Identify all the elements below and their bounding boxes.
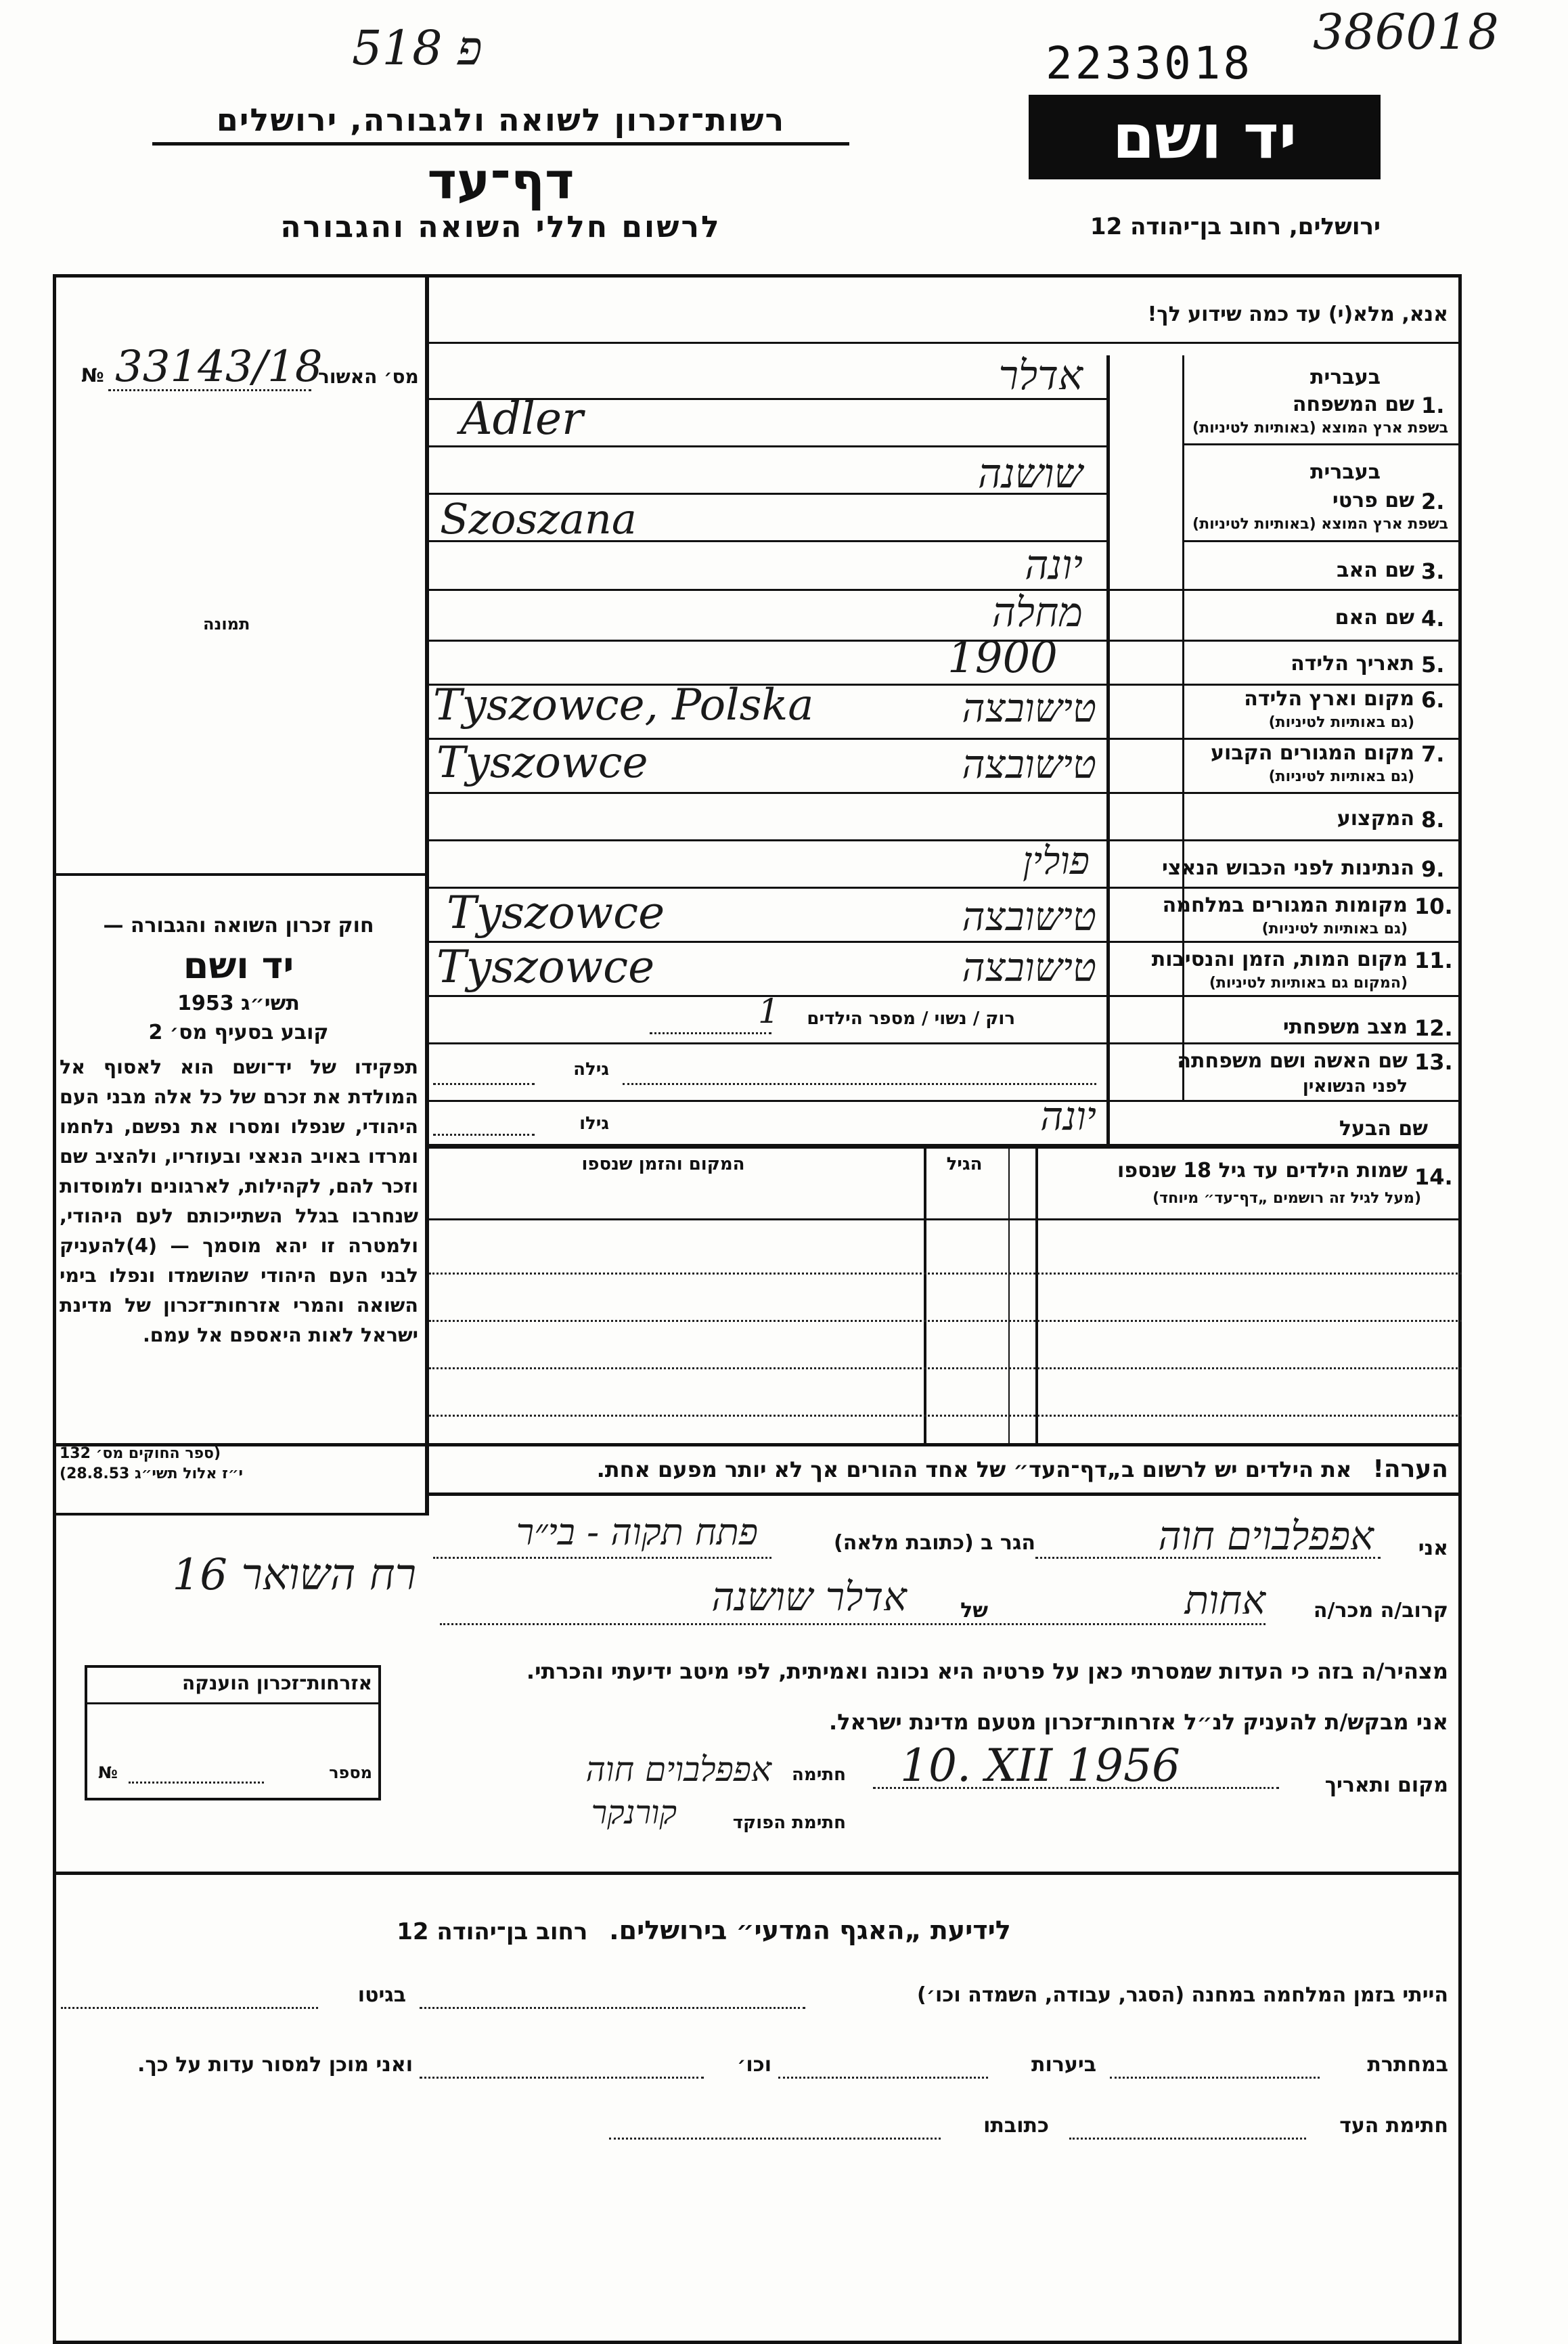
citizenship-title-line (85, 1702, 381, 1704)
field-1-num: 1. (1421, 393, 1445, 418)
children-row (429, 1415, 1462, 1417)
footer-line2-d: ואני מוכן למסור עדות על כך. (137, 2053, 413, 2077)
footer-line1-field2 (61, 2007, 318, 2009)
row-line (429, 1042, 1462, 1044)
field-11-num: 11. (1414, 948, 1453, 973)
handwritten-number: 386018 (1313, 3, 1499, 60)
form-title: דף־עד (427, 152, 575, 211)
law-ref-2: י״ז אלול תשי״ג 28.8.53) (60, 1465, 244, 1482)
field-9-label: הנתינות לפני הכבוש הנאצי (1162, 856, 1414, 880)
husband-age-label: גילו (579, 1113, 609, 1134)
relation-of-name: אדלר שושנה (711, 1574, 907, 1620)
field-13-age-line (433, 1083, 535, 1085)
law-heading: חוק זכרון השואה והגבורה — (103, 914, 374, 937)
field-7-lat: Tyszowce (436, 738, 648, 788)
photo-bottom (53, 873, 429, 876)
husband-age-line (433, 1134, 535, 1136)
field-12-mark: 1 (758, 992, 780, 1031)
footer-line2-field2 (778, 2077, 988, 2079)
row-line (1184, 540, 1462, 542)
request-text: אני מבקש/ת להעניק לנ״ל אזרחות־זכרון מטעם מדינת ישראל. (829, 1709, 1448, 1735)
field-3-num: 3. (1421, 558, 1445, 584)
footer-line3-a: חתימת העד (1339, 2114, 1448, 2138)
footer-top (53, 1872, 1462, 1875)
citizenship-number-label: מספר (329, 1763, 372, 1782)
relation-line (440, 1623, 1265, 1625)
photo-label: תמונה (203, 615, 250, 634)
declarant-resides: הגר ב (כתובת מלאה) (833, 1531, 1035, 1555)
relation-of: של (960, 1599, 988, 1622)
law-name: יד ושם (183, 944, 294, 987)
field-2-sub2: בשפת ארץ המוצא (באותיות לטיניות) (1192, 516, 1448, 533)
place-date-value: 10. XII 1956 (900, 1740, 1181, 1792)
field-11-lat: Tyszowce (436, 941, 655, 993)
approval-line (108, 389, 311, 391)
field-2-label: שם פרטי (1332, 489, 1414, 512)
field-12-num: 12. (1414, 1015, 1453, 1041)
note-bold: הערה! (1372, 1455, 1448, 1483)
right-column-divider (1106, 355, 1110, 1144)
row-line (429, 792, 1462, 794)
field-11-heb: טישובצה (962, 944, 1096, 990)
field-10-label: מקומות המגורים במלחמה (1162, 893, 1408, 917)
footer-line2-c: וכו׳ (737, 2053, 771, 2077)
field-10-num: 10. (1414, 893, 1453, 919)
field-7-sub: (גם באותיות לטיניות) (1268, 768, 1414, 785)
field-4-num: 4. (1421, 606, 1445, 632)
field-13-label: שם האשה ושם משפחתה (1177, 1049, 1408, 1073)
left-column-divider (425, 274, 429, 1513)
law-year: תשי״ג 1953 (177, 992, 300, 1015)
note-text: את הילדים יש לרשום ב„דף־העד״ של אחד ההורים אך לא יותר מפעם אחת. (596, 1457, 1352, 1482)
field-11-sub: (המקום גם באותיות לטיניות) (1209, 975, 1408, 992)
instruction: אנא, מלא(י) עד כמה שידוע לך! (1147, 303, 1448, 326)
field-10-heb: טישובצה (962, 893, 1096, 939)
footer-line1-field (420, 2007, 805, 2009)
row-line (1184, 443, 1462, 445)
field-7-heb: טישובצה (962, 741, 1096, 787)
field-13-sub: לפני הנשואין (1302, 1076, 1408, 1097)
footer-line2-a: במחתרת (1367, 2053, 1448, 2077)
field-1-lat: Adler (460, 393, 583, 445)
field-7-num: 7. (1421, 741, 1445, 767)
place-date-label: מקום ותאריך (1324, 1773, 1448, 1797)
field-13-age-label: גילה (573, 1059, 609, 1080)
field-9-value: פולין (1023, 839, 1090, 883)
field-5-label: תאריך הלידה (1291, 652, 1414, 676)
footer-line3-field (1069, 2138, 1306, 2140)
field-10-lat: Tyszowce (447, 887, 665, 939)
children-row (429, 1218, 1462, 1220)
footer-line2-field (1110, 2077, 1320, 2079)
footer-address: רחוב בן־יהודה 12 (397, 1918, 588, 1945)
field-6-lat: Tyszowce, Polska (433, 680, 814, 730)
field-5-num: 5. (1421, 652, 1445, 678)
row-line (429, 640, 1462, 642)
husband-value: יונה (1040, 1093, 1096, 1139)
citizenship-number-line (129, 1782, 264, 1784)
signature-label: חתימה (792, 1765, 846, 1785)
field-6-label: מקום וארץ הלידה (1244, 687, 1414, 711)
field-1-label: שם המשפחה (1292, 393, 1414, 416)
citizenship-no-sign: № (98, 1763, 118, 1782)
yad-vashem-logo: יד ושם (1029, 95, 1381, 179)
children-col-line (924, 1145, 926, 1443)
husband-label: שם הבעל (1339, 1117, 1428, 1141)
place-date-line (873, 1787, 1279, 1789)
footer-line2-field3 (420, 2077, 704, 2079)
field-8-label: המקצוע (1337, 807, 1414, 831)
declarant-name: אפפלבוים חוה (1158, 1513, 1374, 1559)
field-2-sub: בעברית (1310, 460, 1381, 484)
footer-title-row (203, 1916, 1205, 1945)
children-top (429, 1145, 1462, 1149)
authority-underline (152, 142, 849, 146)
declare-text: מצהיר/ה בזה כי העדות שמסרתי כאן על פרטיה היא נכונה ואמיתית, לפי מיטב ידיעתי והכרתי. (526, 1658, 1448, 1684)
note (440, 1455, 1448, 1483)
row-line (429, 445, 1106, 447)
field-9-num: 9. (1421, 856, 1445, 882)
field-6-heb: טישובצה (962, 685, 1096, 731)
signature-value: אפפלבוים חוה (585, 1750, 771, 1789)
children-col-place: המקום והזמן שנספו (581, 1154, 745, 1174)
field-12-value: רוק / נשוי / מספר הילדים (807, 1009, 1015, 1029)
law-text: תפקידו של יד־ושם הוא לאסוף אל המולדת את זכרם של כל אלה מבני העם היהודי, שנפלו ומסרו את נפשם, נלחמו ומרדו באויב הנאצי ובעוזריו, ולהציב שם וזכר להם, לקהילות, לארגונים ולמוסדות שנחרבו בגלל השתייכותם לעם היהודי, ולמטרה זו יהא מוסמך — (4)להעניק לבני העם היהודי שהושמדו ונפלו בימי השואה והמרי אזרחות־זכרון של מדינת ישראל לאות היאספם אל עמם. (60, 1056, 418, 1346)
children-sub: (מעל לגיל זה רושמים „דף־עד״ מיוחד) (1152, 1190, 1421, 1207)
field-12-line (650, 1032, 771, 1034)
field-10-sub: (גם באותיות לטיניות) (1261, 921, 1408, 937)
children-row (429, 1367, 1462, 1369)
field-2-num: 2. (1421, 489, 1445, 514)
field-4-value: מחלה (991, 589, 1083, 636)
field-6-sub: (גם באותיות לטיניות) (1268, 714, 1414, 731)
field-6-num: 6. (1421, 687, 1445, 713)
officer-signature: קורנקר (591, 1794, 677, 1832)
top-stamp: פ 518 (352, 20, 483, 76)
footer-line3-b: כתובתו (983, 2114, 1049, 2138)
law-ref-1: (ספר החוקים מס׳ 132 (60, 1445, 221, 1462)
field-12-label: מצב משפחתי (1282, 1015, 1408, 1039)
children-col-line (1008, 1145, 1010, 1443)
row-line (429, 995, 1462, 997)
field-13-num: 13. (1414, 1049, 1453, 1075)
officer-label: חתימת הפוקד (732, 1813, 846, 1833)
field-7-label: מקום המגורים הקבוע (1211, 741, 1414, 765)
approval-value: 33143/18 (115, 342, 323, 392)
field-2-lat: Szoszana (440, 494, 637, 544)
children-num: 14. (1414, 1164, 1453, 1190)
declarant-address-line (433, 1557, 771, 1559)
declarant-i: אני (1418, 1536, 1448, 1560)
field-1-sub: בעברית (1310, 366, 1381, 389)
footer-title: לידיעת „האגף המדעי״ בירושלים. (609, 1916, 1011, 1945)
instruction-underline (429, 342, 1462, 344)
children-col-age: הגיל (946, 1154, 983, 1174)
field-8-num: 8. (1421, 807, 1445, 833)
field-11-label: מקום המות, הזמן והנסיבות (1151, 948, 1408, 971)
field-4-label: שם האם (1335, 606, 1414, 629)
law-clause: קובע בסעיף מס׳ 2 (148, 1021, 329, 1044)
note-bottom (429, 1492, 1462, 1496)
approval-no-sign: № (81, 364, 104, 386)
field-5-value: 1900 (947, 633, 1058, 683)
authority-name: רשות־זכרון לשואה ולגבורה, ירושלים (216, 102, 786, 138)
relation-value: אחות (1184, 1577, 1265, 1623)
field-1-sub2: בשפת ארץ המוצא (באותיות לטיניות) (1192, 420, 1448, 437)
footer-line1-b: בגיטו (357, 1983, 406, 2007)
approval-label: מס׳ האשור (318, 366, 419, 388)
footer-line2-b: ביערות (1031, 2053, 1096, 2077)
row-line (429, 1100, 1462, 1102)
field-13-name-line (623, 1083, 1096, 1085)
law-box-bottom (53, 1513, 429, 1516)
footer-line1-a: הייתי בזמן המלחמה במחנה (הסגר, עבודה, השמדה וכו׳) (917, 1983, 1448, 2007)
relation-label: קרוב/ה מכר/ה (1313, 1599, 1448, 1622)
field-3-value: יונה (1025, 541, 1083, 589)
field-2-heb: שושנה (978, 450, 1083, 497)
footer-line3-field2 (609, 2138, 941, 2140)
children-label: שמות הילדים עד גיל 18 שנספו (1117, 1159, 1408, 1182)
field-3-label: שם האב (1337, 558, 1414, 582)
margin-note: רח השואר 16 (172, 1550, 416, 1600)
field-1-heb: אדלר (998, 352, 1083, 399)
address: ירושלים, רחוב בן־יהודה 12 (1090, 213, 1381, 240)
document-number: 2233018 (1046, 37, 1253, 89)
children-row (429, 1320, 1462, 1322)
citizenship-title: אזרחות־זכרון הוענקה (182, 1672, 372, 1694)
form-subtitle: לרשום חללי השואה והגבורה (280, 210, 721, 244)
declarant-name-line (1035, 1557, 1381, 1559)
children-col-line (1035, 1145, 1038, 1443)
declarant-address: פתח תקוה - בי״ר (516, 1511, 758, 1553)
children-row (429, 1273, 1462, 1275)
